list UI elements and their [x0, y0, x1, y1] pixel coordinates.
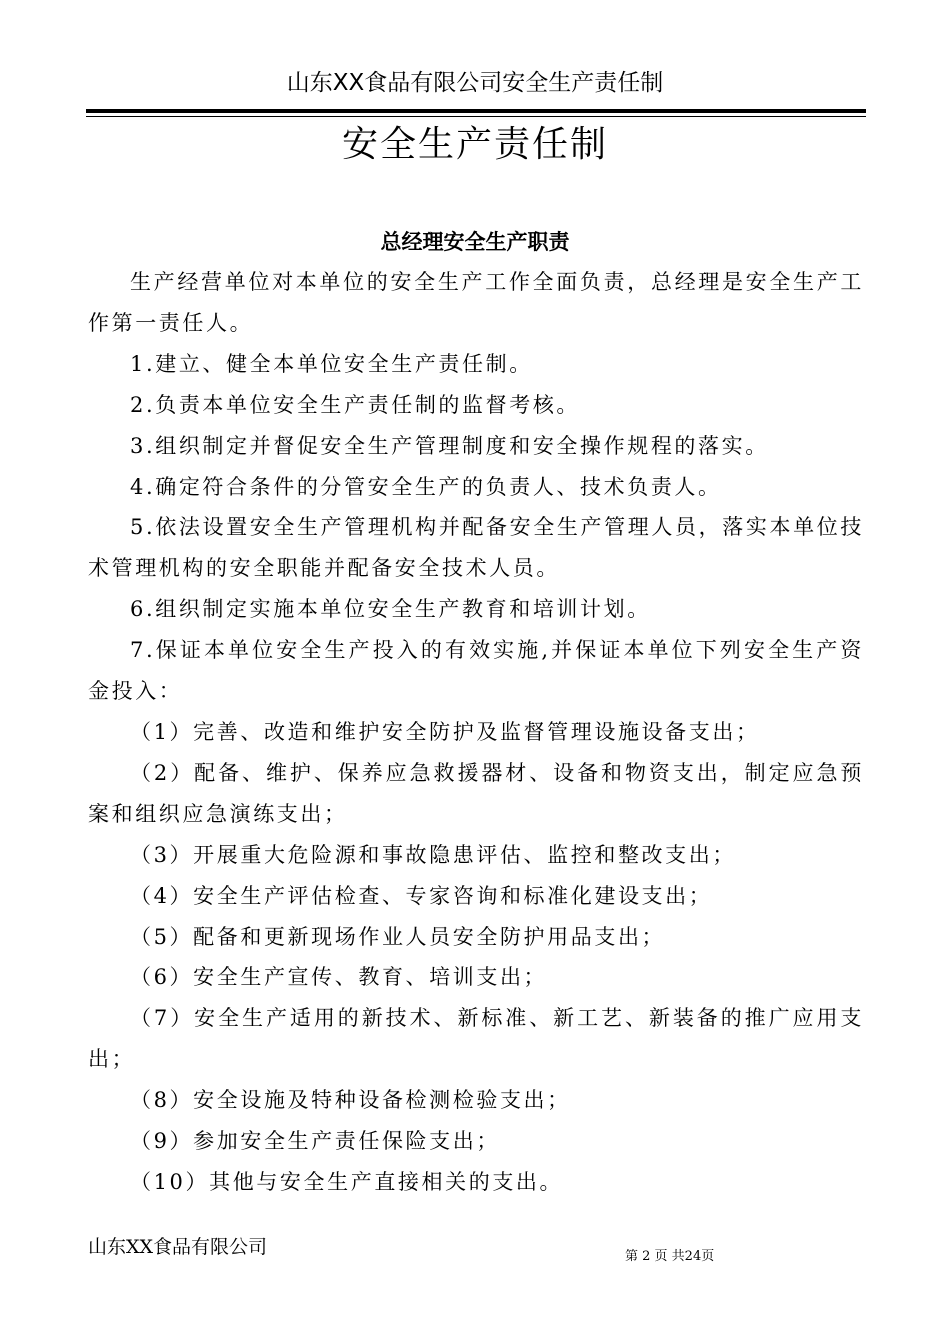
body-paragraph: （6）安全生产宣传、教育、培训支出；: [130, 965, 548, 990]
body-paragraph: 6.组织制定实施本单位安全生产教育和培训计划。: [130, 597, 651, 622]
body-paragraph: 3.组织制定并督促安全生产管理制度和安全操作规程的落实。: [130, 433, 769, 458]
body-paragraph: 2.负责本单位安全生产责任制的监督考核。: [130, 392, 581, 417]
body-paragraph: 7.保证本单位安全生产投入的有效实施,并保证本单位下列安全生产资金投入：: [88, 638, 864, 704]
body-paragraph: （4）安全生产评估检查、专家咨询和标准化建设支出；: [130, 883, 713, 908]
body-paragraph: （8）安全设施及特种设备检测检验支出；: [130, 1088, 571, 1113]
footer-page-number: 第 2 页 共24页: [625, 1249, 715, 1264]
body-paragraph: （7）安全生产适用的新技术、新标准、新工艺、新装备的推广应用支出；: [88, 1006, 864, 1072]
body-paragraph: （1）完善、改造和维护安全防护及监督管理设施设备支出；: [130, 719, 760, 744]
body-paragraph: （10）其他与安全生产直接相关的支出。: [130, 1169, 564, 1194]
section-body: [88, 262, 864, 1203]
body-paragraph: （2）配备、维护、保养应急救援器材、设备和物资支出，制定应急预案和组织应急演练支出；: [88, 760, 864, 826]
header-rule-thick: [86, 109, 866, 113]
footer-company: 山东XX食品有限公司: [88, 1236, 268, 1258]
document-title: 安全生产责任制: [341, 124, 608, 165]
section-title: 总经理安全生产职责: [380, 230, 570, 254]
body-paragraph: 生产经营单位对本单位的安全生产工作全面负责，总经理是安全生产工作第一责任人。: [88, 270, 864, 335]
running-header: 山东XX食品有限公司安全生产责任制: [286, 70, 664, 96]
body-paragraph: 5.依法设置安全生产管理机构并配备安全生产管理人员，落实本单位技术管理机构的安全职能并配备安全技术人员。: [88, 515, 864, 581]
body-paragraph: （9）参加安全生产责任保险支出；: [130, 1129, 500, 1154]
body-paragraph: （3）开展重大危险源和事故隐患评估、监控和整改支出；: [130, 842, 736, 867]
body-paragraph: 1.建立、健全本单位安全生产责任制。: [130, 351, 533, 376]
body-paragraph: 4.确定符合条件的分管安全生产的负责人、技术负责人。: [130, 474, 722, 499]
body-paragraph: （5）配备和更新现场作业人员安全防护用品支出；: [130, 924, 666, 949]
